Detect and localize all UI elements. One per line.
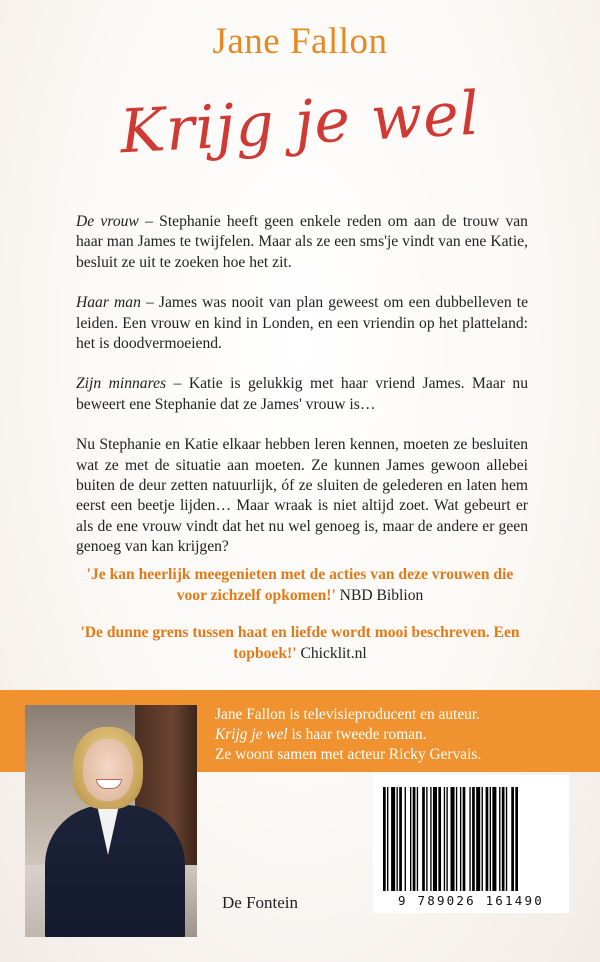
barcode-bar	[444, 787, 445, 891]
quote-text: 'De dunne grens tussen haat en liefde wordt mooi beschreven. Een topboek!'	[80, 624, 520, 662]
blurb-paragraph	[76, 374, 528, 415]
barcode-bar	[430, 787, 431, 891]
quote-text: 'Je kan heerlijk meegenieten met de acties van deze vrouwen die voor zichzelf opkomen!'	[86, 566, 514, 604]
barcode-bar	[511, 787, 514, 891]
review-quote	[70, 565, 530, 606]
barcode-bar	[486, 787, 489, 891]
barcode-bar	[451, 787, 455, 891]
author-photo	[25, 705, 197, 937]
blurb-lead: Zijn minnares	[76, 375, 167, 393]
quote-source: NBD Biblion	[335, 586, 424, 604]
blurb-lead: Haar man	[76, 294, 141, 312]
quote-source: Chicklit.nl	[296, 644, 367, 662]
barcode-bar	[391, 787, 395, 891]
barcode-bar	[499, 787, 500, 891]
blurb-text: – Katie is gelukkig met haar vriend James. Maar nu beweert ene Stephanie dat ze James' vrouw is…	[76, 375, 529, 413]
blurb-text: Nu Stephanie en Katie elkaar hebben leren kennen, moeten ze besluiten wat ze met de situatie aan moeten. Ze kunnen James gewoon allebei buiten de deur zetten natuurlijk, óf ze sluiten de gelederen en laten hem eerst een beetje lijden… Maar wraak is niet altijd zoet. Wat gebeurt er als de ene vrouw vindt dat het nu wel genoeg is, maar de andere er geen genoeg van kan krijgen?	[76, 436, 528, 556]
barcode-bar	[460, 787, 461, 891]
barcode-bar	[426, 787, 427, 891]
barcode-bar	[410, 787, 411, 891]
barcode-bar	[383, 787, 386, 891]
author-bio	[215, 705, 585, 765]
barcode-bar	[463, 787, 466, 891]
barcode-bar	[490, 787, 491, 891]
bio-title: Krijg je wel	[215, 726, 288, 743]
blurb-text: – Stephanie heeft geen enkele reden om aan de trouw van haar man James te twijfelen. Maar als ze een sms'je vindt van ene Katie, besluit ze uit te zoeken hoe het zit.	[76, 213, 528, 271]
barcode-bar	[413, 787, 416, 891]
barcode-bar	[469, 787, 470, 891]
book-title: Krijg je wel	[118, 78, 482, 168]
blurb-paragraph	[76, 435, 528, 557]
publisher-name: De Fontein	[222, 893, 299, 912]
barcode-bar	[397, 787, 398, 891]
barcode-bar	[502, 787, 505, 891]
barcode-bar	[438, 787, 441, 891]
barcode-bar	[456, 787, 457, 891]
barcode-bar	[472, 787, 475, 891]
barcode-bar	[515, 787, 518, 891]
bio-line	[215, 725, 585, 745]
barcode	[373, 775, 569, 913]
review-quotes	[70, 565, 530, 681]
blurb-paragraph	[76, 293, 528, 354]
barcode-bar	[422, 787, 425, 891]
bio-line: Jane Fallon is televisieproducent en auteur.	[215, 706, 480, 723]
barcode-bar	[482, 787, 483, 891]
barcode-bar	[405, 787, 406, 891]
bio-text: is haar tweede roman.	[287, 726, 427, 743]
isbn-number: 9 789026 161490	[398, 893, 544, 908]
blurb	[76, 212, 528, 578]
barcode-bar	[446, 787, 447, 891]
barcode-bar	[492, 787, 496, 891]
barcode-bar	[476, 787, 480, 891]
blurb-paragraph	[76, 212, 528, 273]
barcode-bar	[399, 787, 402, 891]
blurb-text: – James was nooit van plan geweest om een dubbelleven te leiden. Een vrouw en kind in Londen, en een vriendin op het platteland: het is doodvermoeiend.	[76, 294, 528, 353]
barcode-bar	[433, 787, 437, 891]
barcode-bar	[387, 787, 388, 891]
bio-line: Ze woont samen met acteur Ricky Gervais.	[215, 746, 482, 763]
review-quote	[70, 623, 530, 664]
barcode-bar	[417, 787, 418, 891]
author-name: Jane Fallon	[212, 21, 388, 62]
barcode-bar	[506, 787, 507, 891]
barcode-bars	[383, 787, 559, 891]
blurb-lead: De vrouw	[76, 213, 139, 230]
